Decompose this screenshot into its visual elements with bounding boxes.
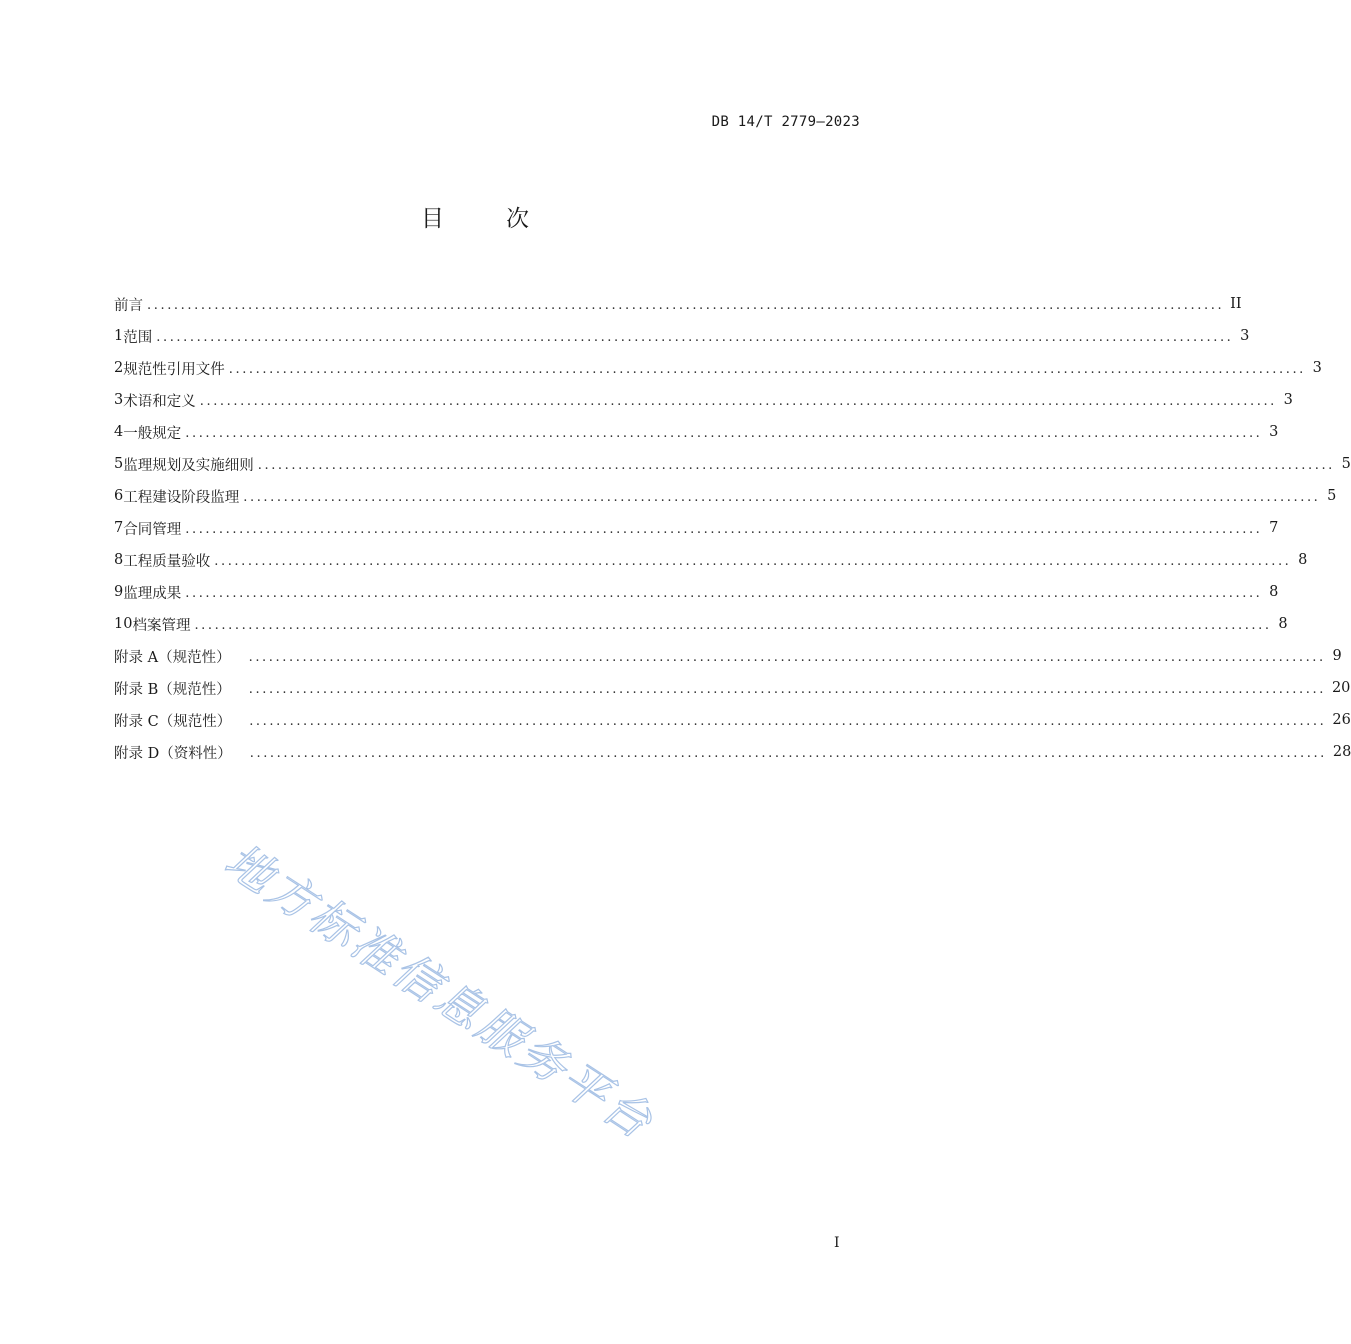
toc-entry-page: 9 <box>1332 648 1342 664</box>
toc-entry-5[interactable] <box>114 448 1351 480</box>
table-of-contents <box>114 288 1351 768</box>
toc-entry-label: 工程质量验收 <box>123 553 211 570</box>
toc-entry-appendix-c[interactable] <box>114 704 1351 736</box>
toc-leader-dots: ................................................................................................................................................................ <box>248 681 1326 697</box>
toc-leader-dots: ................................................................................................................................................................ <box>199 393 1277 409</box>
toc-entry-number: 8 <box>114 552 124 568</box>
toc-entry-label: 范围 <box>123 329 153 346</box>
toc-leader-dots: ................................................................................................................................................................ <box>228 361 1306 377</box>
toc-leader-dots: ................................................................................................................................................................ <box>185 425 1263 441</box>
toc-entry-number: 7 <box>114 520 124 536</box>
toc-entry-page: 3 <box>1240 328 1250 344</box>
toc-entry-label: 一般规定 <box>123 425 182 442</box>
toc-entry-10[interactable] <box>114 608 1288 640</box>
toc-leader-dots: ................................................................................................................................................................ <box>147 297 1225 313</box>
toc-entry-label: 规范性引用文件 <box>123 361 225 378</box>
toc-leader-dots: ................................................................................................................................................................ <box>194 617 1272 633</box>
toc-entry-4[interactable] <box>114 416 1279 448</box>
page-number: I <box>834 1235 840 1251</box>
toc-entry-page: 5 <box>1341 456 1351 472</box>
toc-entry-foreword[interactable] <box>114 288 1242 320</box>
toc-entry-page: 3 <box>1283 392 1293 408</box>
toc-entry-appendix-d[interactable] <box>114 736 1351 768</box>
toc-entry-page: 3 <box>1312 360 1322 376</box>
toc-entry-page: II <box>1230 296 1242 312</box>
toc-entry-label: 监理成果 <box>123 585 182 602</box>
toc-entry-appendix-a[interactable] <box>114 640 1342 672</box>
toc-entry-number: 1 <box>114 328 124 344</box>
toc-entry-6[interactable] <box>114 480 1337 512</box>
toc-entry-label: 术语和定义 <box>123 393 196 410</box>
toc-leader-dots: ................................................................................................................................................................ <box>257 457 1335 473</box>
toc-entry-page: 8 <box>1278 616 1288 632</box>
toc-entry-label: 附录 A（规范性） <box>114 649 231 666</box>
page-title: 目次 <box>421 206 591 232</box>
toc-leader-dots: ................................................................................................................................................................ <box>249 745 1327 761</box>
toc-entry-page: 26 <box>1332 712 1351 728</box>
toc-entry-number: 5 <box>114 456 124 472</box>
toc-leader-dots: ................................................................................................................................................................ <box>185 521 1263 537</box>
standard-code: DB 14/T 2779—2023 <box>711 114 860 130</box>
toc-leader-dots: ................................................................................................................................................................ <box>243 489 1321 505</box>
toc-entry-label: 附录 B（规范性） <box>114 681 231 698</box>
toc-leader-dots: ................................................................................................................................................................ <box>156 329 1234 345</box>
toc-entry-label: 附录 D（资料性） <box>114 745 232 762</box>
toc-entry-number: 9 <box>114 584 124 600</box>
toc-entry-2[interactable] <box>114 352 1322 384</box>
toc-entry-label: 监理规划及实施细则 <box>123 457 254 474</box>
toc-entry-label: 前言 <box>114 297 143 314</box>
toc-entry-page: 3 <box>1269 424 1279 440</box>
toc-leader-dots: ................................................................................................................................................................ <box>248 649 1326 665</box>
toc-entry-number: 2 <box>114 360 124 376</box>
toc-entry-number: 3 <box>114 392 124 408</box>
toc-entry-page: 8 <box>1269 584 1279 600</box>
toc-leader-dots: ................................................................................................................................................................ <box>214 553 1292 569</box>
toc-entry-page: 20 <box>1331 680 1351 696</box>
toc-entry-appendix-b[interactable] <box>114 672 1351 704</box>
toc-entry-label: 工程建设阶段监理 <box>123 489 240 506</box>
toc-entry-page: 28 <box>1332 744 1351 760</box>
toc-leader-dots: ................................................................................................................................................................ <box>249 713 1327 729</box>
toc-entry-number: 10 <box>114 616 133 632</box>
watermark: 地方标准信息服务平台 <box>215 832 665 1151</box>
toc-entry-page: 8 <box>1298 552 1308 568</box>
toc-entry-page: 7 <box>1269 520 1279 536</box>
toc-entry-number: 4 <box>114 424 124 440</box>
toc-entry-8[interactable] <box>114 544 1308 576</box>
toc-entry-label: 附录 C（规范性） <box>114 713 232 730</box>
toc-entry-3[interactable] <box>114 384 1293 416</box>
toc-entry-page: 5 <box>1327 488 1337 504</box>
toc-entry-7[interactable] <box>114 512 1279 544</box>
toc-entry-9[interactable] <box>114 576 1279 608</box>
toc-entry-number: 6 <box>114 488 124 504</box>
toc-entry-1[interactable] <box>114 320 1250 352</box>
toc-entry-label: 合同管理 <box>123 521 182 538</box>
toc-leader-dots: ................................................................................................................................................................ <box>185 585 1263 601</box>
toc-entry-label: 档案管理 <box>132 617 191 634</box>
